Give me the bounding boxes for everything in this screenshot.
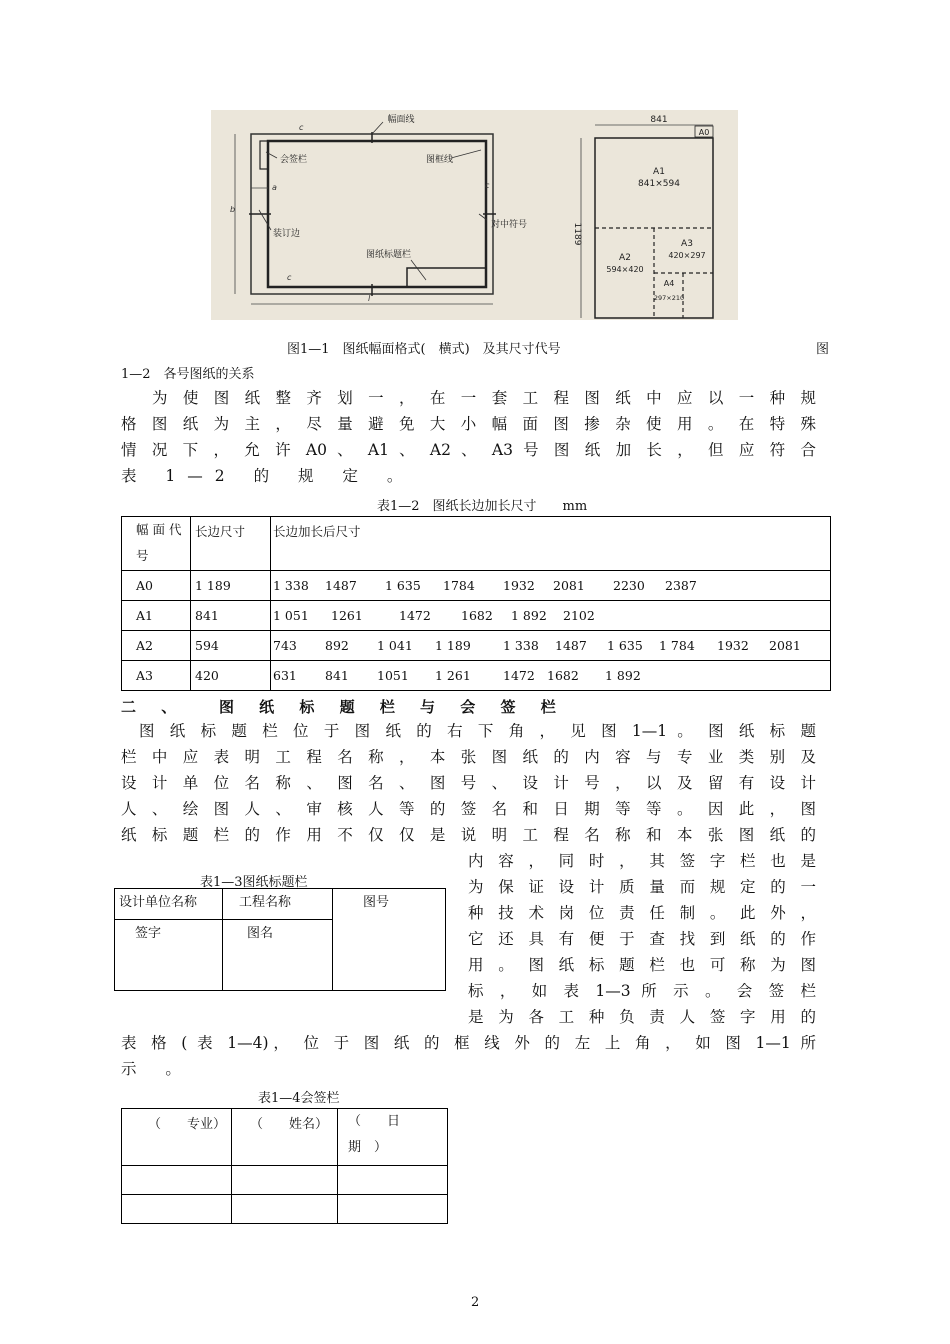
label-a0: A0 bbox=[698, 128, 710, 137]
value: 1 041 bbox=[377, 638, 413, 653]
cell-specialty: （ 专业） bbox=[122, 1109, 232, 1166]
text-line: 用 。 图 纸 标 题 栏 也 可 称 为 图 bbox=[468, 956, 816, 974]
table-row bbox=[122, 1195, 448, 1224]
text-line: 种 技 术 岗 位 责 任 制 。 此 外 ， bbox=[468, 904, 816, 922]
value: 1051 bbox=[377, 668, 409, 683]
label-dim-a: a bbox=[272, 183, 277, 192]
figure-1-2-caption-end: 1—2 各号图纸的关系 bbox=[121, 367, 255, 382]
cell-date bbox=[338, 1109, 448, 1166]
value: 1 635 bbox=[607, 638, 643, 653]
cell-extended-values bbox=[271, 661, 831, 691]
text-line: 内 容 ， 同 时 ， 其 签 字 栏 也 是 bbox=[468, 852, 816, 870]
label-a3-size: 420×297 bbox=[668, 251, 706, 260]
paragraph-title-block bbox=[121, 718, 816, 848]
text-line: 表 1—2 的 规 定 。 bbox=[121, 467, 415, 485]
text-line: 标 ， 如 表 1—3 所 示 。 会 签 栏 bbox=[468, 982, 816, 1000]
cell-long-edge: 420 bbox=[191, 661, 271, 691]
leader-title-block bbox=[411, 260, 426, 280]
table-row bbox=[122, 601, 831, 631]
value: 1472 bbox=[399, 608, 431, 623]
label-binding-edge: 装订边 bbox=[273, 229, 301, 239]
section-heading: 二 、 图 纸 标 题 栏 与 会 签 栏 bbox=[121, 698, 566, 716]
label-centering-mark: 对中符号 bbox=[491, 220, 528, 230]
cell-signature: 签字 bbox=[115, 920, 223, 991]
value: 2081 bbox=[553, 578, 585, 593]
text-line: 为 保 证 设 计 质 量 而 规 定 的 一 bbox=[468, 878, 816, 896]
text-line: 设 计 单 位 名 称 、 图 名 、 图 号 、 设 计 号 ， 以 及 留 有 设 计 bbox=[121, 774, 816, 792]
cell-extended-values bbox=[271, 631, 831, 661]
header-long-edge: 长边尺寸 bbox=[191, 517, 271, 571]
cell-code: A1 bbox=[122, 601, 191, 631]
table-signature-block bbox=[121, 1108, 448, 1224]
paragraph-title-block-tail bbox=[121, 1030, 816, 1082]
value: 2081 bbox=[769, 638, 801, 653]
paragraph-paper-sizes bbox=[121, 385, 816, 489]
value: 631 bbox=[273, 668, 297, 683]
text-line: 它 还 具 有 便 于 查 找 到 纸 的 作 bbox=[468, 930, 816, 948]
value: 1487 bbox=[325, 578, 357, 593]
table-1-2-caption: 表1—2 图纸长边加长尺寸 mm bbox=[377, 499, 588, 514]
label-a2-size: 594×420 bbox=[606, 265, 644, 274]
value: 1932 bbox=[503, 578, 535, 593]
figure-1-1-caption: 图1—1 图纸幅面格式( 横式) 及其尺寸代号 bbox=[287, 342, 561, 357]
value: 2230 bbox=[613, 578, 645, 593]
label-a3: A3 bbox=[681, 239, 693, 249]
figure-paper-format bbox=[211, 110, 738, 320]
empty-cell bbox=[338, 1166, 448, 1195]
cell-project-name: 工程名称 bbox=[223, 889, 333, 920]
table-1-4-caption: 表1—4会签栏 bbox=[258, 1091, 340, 1106]
empty-cell bbox=[122, 1195, 232, 1224]
cell-drawing-no: 图号 bbox=[333, 889, 446, 991]
cell-extended-values bbox=[271, 601, 831, 631]
value: 1 338 bbox=[273, 578, 309, 593]
value: 1 892 bbox=[511, 608, 547, 623]
text-line: 情 况 下 ， 允 许 A0 、 A1 、 A2 、 A3 号 图 纸 加 长 ， 但 应 符 合 bbox=[121, 441, 816, 459]
cell-extended-values bbox=[271, 571, 831, 601]
value: 1261 bbox=[331, 608, 363, 623]
value: 1 189 bbox=[435, 638, 471, 653]
table-title-block bbox=[114, 888, 446, 991]
value: 892 bbox=[325, 638, 349, 653]
value: 2102 bbox=[563, 608, 595, 623]
label-dim-c-right: c bbox=[485, 181, 490, 190]
label-title-block: 图纸标题栏 bbox=[366, 250, 412, 260]
header-extended-sizes: 长边加长后尺寸 bbox=[271, 517, 831, 571]
cell-code: A0 bbox=[122, 571, 191, 601]
text-line: 纸 标 题 栏 的 作 用 不 仅 仅 是 说 明 工 程 名 称 和 本 张 图 纸 的 bbox=[121, 826, 816, 844]
date-line-2: 期 ） bbox=[348, 1140, 388, 1155]
value: 1682 bbox=[547, 668, 579, 683]
date-line-1: （ 日 bbox=[348, 1114, 401, 1129]
table-long-edge-extension bbox=[121, 516, 831, 691]
cell-code: A3 bbox=[122, 661, 191, 691]
text-line: 是 为 各 工 种 负 责 人 签 字 用 的 bbox=[468, 1008, 816, 1026]
value: 1487 bbox=[555, 638, 587, 653]
label-a2: A2 bbox=[619, 253, 631, 263]
header-size-code: 幅 面 代 号 bbox=[122, 517, 191, 571]
text-line: 栏 中 应 表 明 工 程 名 称 ， 本 张 图 纸 的 内 容 与 专 业 类 别 及 bbox=[121, 748, 816, 766]
value: 1 784 bbox=[659, 638, 695, 653]
value: 1 261 bbox=[435, 668, 471, 683]
table-header-row bbox=[122, 517, 831, 571]
label-dim-c-bottom: c bbox=[287, 273, 292, 282]
value: 1 892 bbox=[605, 668, 641, 683]
cell-long-edge: 841 bbox=[191, 601, 271, 631]
table-row bbox=[122, 1109, 448, 1166]
value: 1 635 bbox=[385, 578, 421, 593]
empty-cell bbox=[338, 1195, 448, 1224]
text-line: 格 图 纸 为 主 ， 尽 量 避 免 大 小 幅 面 图 掺 杂 使 用 。 在 特 殊 bbox=[121, 415, 816, 433]
table-row bbox=[122, 571, 831, 601]
value: 1 051 bbox=[273, 608, 309, 623]
label-dim-l: l bbox=[368, 294, 371, 303]
value: 1932 bbox=[717, 638, 749, 653]
leader-frame-line bbox=[372, 122, 383, 134]
cell-long-edge: 594 bbox=[191, 631, 271, 661]
value: 1 338 bbox=[503, 638, 539, 653]
cell-drawing-name: 图名 bbox=[223, 920, 333, 991]
value: 743 bbox=[273, 638, 297, 653]
value: 1472 bbox=[503, 668, 535, 683]
paragraph-title-block-wrap bbox=[468, 848, 816, 1030]
label-a1: A1 bbox=[653, 167, 665, 177]
table-1-3-caption: 表1—3图纸标题栏 bbox=[200, 875, 308, 890]
text-line: 表 格 ( 表 1—4)， 位 于 图 纸 的 框 线 外 的 左 上 角 ， 如 图 1—1 所 bbox=[121, 1034, 816, 1052]
label-signature-block: 会签栏 bbox=[280, 155, 308, 165]
empty-cell bbox=[232, 1195, 338, 1224]
label-a1-size: 841×594 bbox=[638, 179, 680, 189]
table-row bbox=[122, 631, 831, 661]
label-dim-b: b bbox=[230, 205, 236, 214]
empty-cell bbox=[122, 1166, 232, 1195]
page-number: 2 bbox=[471, 1295, 480, 1310]
table-row bbox=[115, 889, 446, 920]
label-width: 841 bbox=[650, 115, 668, 125]
label-height: 1189 bbox=[572, 222, 582, 246]
text-line: 示 。 bbox=[121, 1060, 193, 1078]
label-a4: A4 bbox=[663, 279, 675, 288]
text-line: 图 纸 标 题 栏 位 于 图 纸 的 右 下 角 ， 见 图 1—1 。 图 纸 标 题 bbox=[139, 722, 816, 740]
cell-design-unit: 设计单位名称 bbox=[115, 889, 223, 920]
label-dim-c-top: c bbox=[299, 123, 304, 132]
cell-name: （ 姓名） bbox=[232, 1109, 338, 1166]
value: 841 bbox=[325, 668, 349, 683]
label-frame-line: 幅面线 bbox=[387, 115, 415, 125]
text-line: 为 使 图 纸 整 齐 划 一 ， 在 一 套 工 程 图 纸 中 应 以 一 种 规 bbox=[152, 389, 816, 407]
value: 2387 bbox=[665, 578, 697, 593]
table-row bbox=[122, 661, 831, 691]
cell-code: A2 bbox=[122, 631, 191, 661]
empty-cell bbox=[232, 1166, 338, 1195]
cell-long-edge: 1 189 bbox=[191, 571, 271, 601]
leader-border-line bbox=[451, 150, 481, 158]
value: 1784 bbox=[443, 578, 475, 593]
label-border-line: 图框线 bbox=[426, 155, 454, 165]
figure-1-2-caption-start: 图 bbox=[816, 342, 830, 357]
value: 1682 bbox=[461, 608, 493, 623]
label-a4-size: 297×210 bbox=[653, 294, 685, 302]
table-row bbox=[122, 1166, 448, 1195]
text-line: 人 、 绘 图 人 、 审 核 人 等 的 签 名 和 日 期 等 等 。 因 此 ， 图 bbox=[121, 800, 816, 818]
